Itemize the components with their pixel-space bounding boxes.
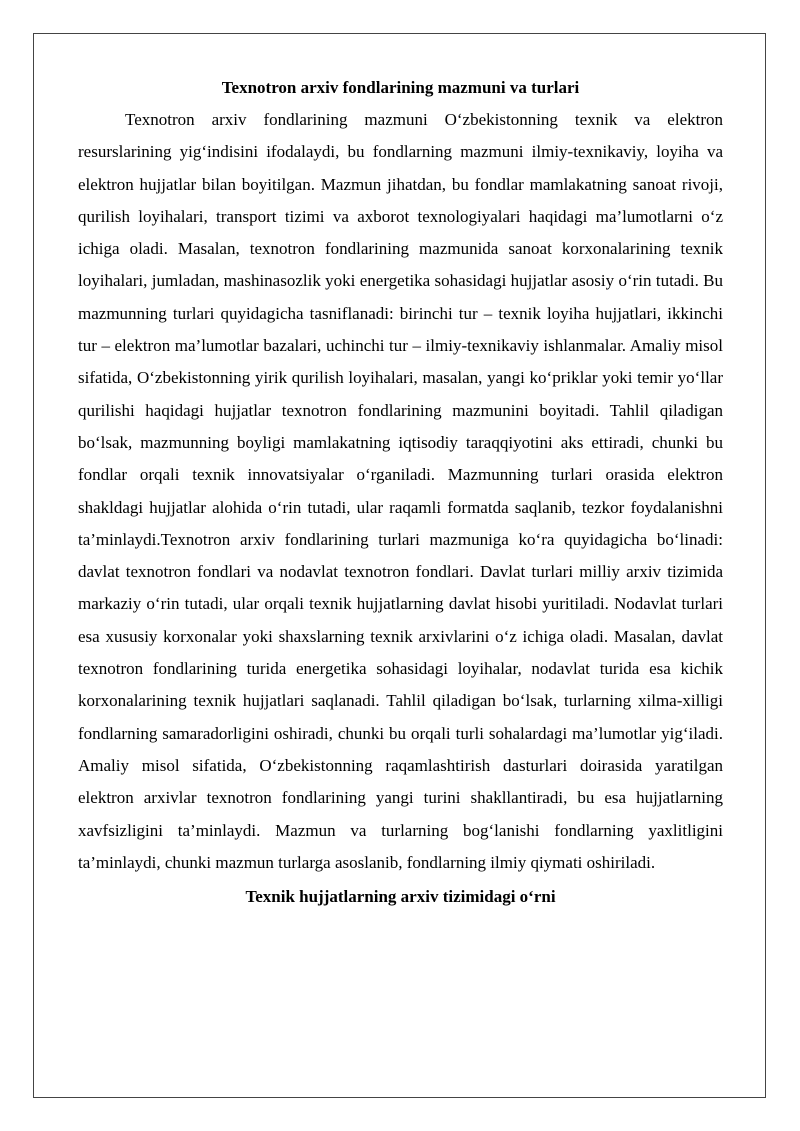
document-body [78, 72, 723, 913]
section-title: Texnotron arxiv fondlarining mazmuni va turlari [221, 78, 580, 97]
next-section-title: Texnik hujjatlarning arxiv tizimidagi o‘rni [245, 887, 556, 907]
body-paragraph: Texnotron arxiv fondlarining mazmuni O‘zbekistonning texnik va elektron resurslarining yig‘indisini ifodalaydi, bu fondlarning mazmuni ilmiy-texnikaviy, loyiha va elektron hujjatlar bilan boyitilgan. Mazmun jihatdan, bu fondlar mamlakatning sanoat rivoji, qurilish loyihalari, transport tizimi va axborot texnologiyalari haqidagi ma’lumotlarni o‘z ichiga oladi. Masalan, texnotron fondlarining mazmunida sanoat korxonalarining texnik loyihalari, jumladan, mashinasozlik yoki energetika sohasidagi hujjatlar asosiy o‘rin tutadi. Bu mazmunning turlari quyidagicha tasniflanadi: birinchi tur – texnik loyiha hujjatlari, ikkinchi tur – elektron ma’lumotlar bazalari, uchinchi tur – ilmiy-texnikaviy ishlanmalar. Amaliy misol sifatida, O‘zbekistonning yirik qurilish loyihalari, masalan, yangi ko‘priklar yoki temir yo‘llar qurilishi haqidagi hujjatlar texnotron fondlarining mazmunini boyitadi. Tahlil qiladigan bo‘lsak, mazmunning boyligi mamlakatning iqtisodiy taraqqiyotini aks ettiradi, chunki bu fondlar orqali texnik innovatsiyalar o‘rganiladi. Mazmunning turlari orasida elektron shakldagi hujjatlar alohida o‘rin tutadi, ular raqamli formatda saqlanib, tezkor foydalanishni ta’minlaydi.Texnotron arxiv fondlarining turlari mazmuniga ko‘ra quyidagicha bo‘linadi: davlat texnotron fondlari va nodavlat texnotron fondlari. Davlat turlari milliy arxiv tizimida markaziy o‘rin tutadi, ular orqali texnik hujjatlarning davlat hisobi yuritiladi. Nodavlat turlari esa xususiy korxonalar yoki shaxslarning texnik arxivlarini o‘z ichiga oladi. Masalan, davlat texnotron fondlarining turida energetika sohasidagi loyihalar, nodavlat turida esa kichik korxonalarining texnik hujjatlari saqlanadi. Tahlil qiladigan bo‘lsak, turlarning xilma-xilligi fondlarning samaradorligini oshiradi, chunki bu orqali turli sohalardagi ma’lumotlar yig‘iladi. Amaliy misol sifatida, O‘zbekistonning raqamlashtirish dasturlari doirasida yaratilgan elektron arxivlar texnotron fondlarining yangi turini shakllantiradi, bu esa hujjatlarning xavfsizligini ta’minlaydi. Mazmun va turlarning bog‘lanishi fondlarning yaxlitligini ta’minlaydi, chunki mazmun turlarga asoslanib, fondlarning ilmiy qiymati oshiriladi. [78, 110, 723, 872]
